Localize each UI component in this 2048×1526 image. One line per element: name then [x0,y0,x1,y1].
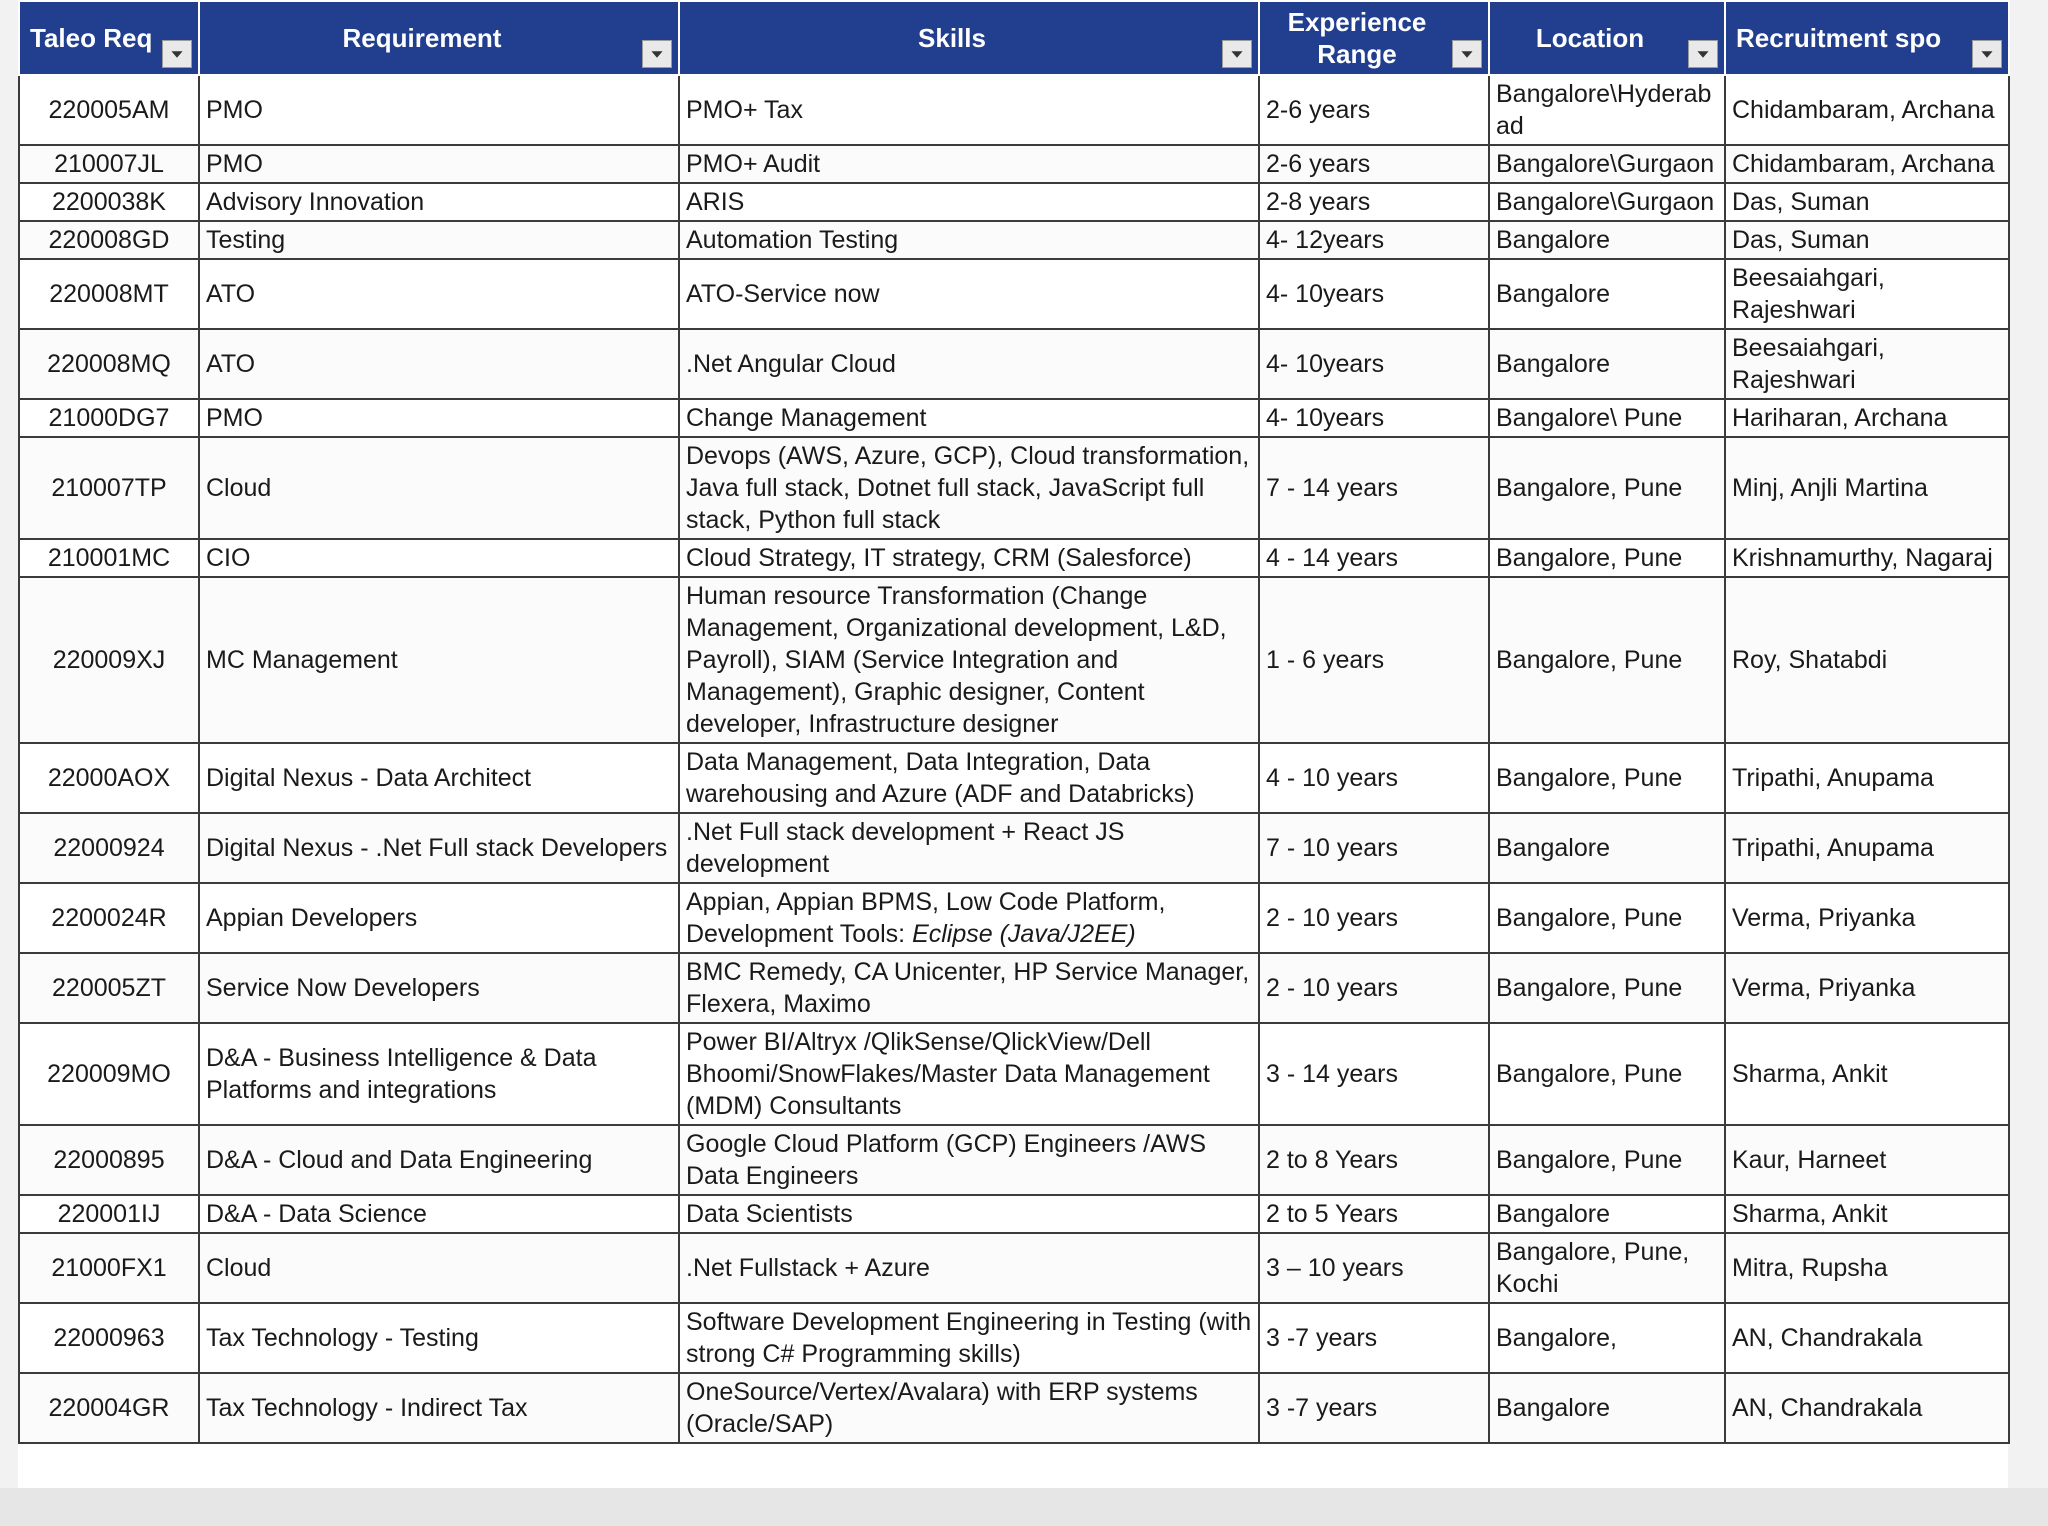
cell-skills[interactable]: Power BI/Altryx /QlikSense/QlickView/Dell Bhoomi/SnowFlakes/Master Data Management (MDM) Consultants [679,1023,1259,1125]
cell-taleo-req[interactable]: 220008MQ [19,329,199,399]
cell-recruitment-spoc[interactable]: Tripathi, Anupama [1725,813,2009,883]
table-row [19,743,2009,813]
cell-requirement[interactable]: Service Now Developers [199,953,679,1023]
table-row [19,399,2009,437]
cell-location[interactable]: Bangalore [1489,813,1725,883]
cell-requirement[interactable]: D&A - Cloud and Data Engineering [199,1125,679,1195]
cell-skills[interactable]: Google Cloud Platform (GCP) Engineers /AWS Data Engineers [679,1125,1259,1195]
cell-requirement[interactable]: MC Management [199,577,679,743]
cell-location[interactable]: Bangalore, Pune [1489,539,1725,577]
cell-experience[interactable]: 3 - 14 years [1259,1023,1489,1125]
cell-recruitment-spoc[interactable]: Mitra, Rupsha [1725,1233,2009,1303]
header-row [19,1,2009,75]
cell-experience[interactable]: 7 - 14 years [1259,437,1489,539]
table-row [19,221,2009,259]
cell-recruitment-spoc[interactable]: Sharma, Ankit [1725,1023,2009,1125]
cell-skills[interactable]: BMC Remedy, CA Unicenter, HP Service Manager, Flexera, Maximo [679,953,1259,1023]
cell-skills[interactable]: Cloud Strategy, IT strategy, CRM (Salesforce) [679,539,1259,577]
cell-recruitment-spoc[interactable]: Chidambaram, Archana [1725,75,2009,145]
filter-dropdown-icon[interactable] [1222,40,1252,68]
column-header-label: Experience Range [1287,7,1427,69]
column-header-experience-range[interactable] [1259,1,1489,75]
cell-taleo-req[interactable]: 22000895 [19,1125,199,1195]
table-row [19,1195,2009,1233]
table-row [19,329,2009,399]
cell-experience[interactable]: 3 – 10 years [1259,1233,1489,1303]
cell-location[interactable]: Bangalore, [1489,1303,1725,1373]
cell-skills[interactable]: .Net Fullstack + Azure [679,1233,1259,1303]
cell-location[interactable]: Bangalore, Pune [1489,743,1725,813]
table-row [19,813,2009,883]
cell-requirement[interactable]: PMO [199,75,679,145]
cell-experience[interactable]: 4- 10years [1259,329,1489,399]
table-row [19,883,2009,953]
column-header-requirement[interactable] [199,1,679,75]
cell-requirement[interactable]: Digital Nexus - .Net Full stack Developers [199,813,679,883]
cell-recruitment-spoc[interactable]: Das, Suman [1725,183,2009,221]
cell-skills[interactable]: .Net Full stack development + React JS development [679,813,1259,883]
cell-taleo-req[interactable]: 220009MO [19,1023,199,1125]
cell-experience[interactable]: 2 to 8 Years [1259,1125,1489,1195]
cell-requirement[interactable]: PMO [199,145,679,183]
requirements-table [18,0,2010,1444]
filter-dropdown-icon[interactable] [1972,40,2002,68]
cell-location[interactable]: Bangalore [1489,259,1725,329]
cell-recruitment-spoc[interactable]: AN, Chandrakala [1725,1373,2009,1443]
cell-recruitment-spoc[interactable]: Krishnamurthy, Nagaraj [1725,539,2009,577]
cell-location[interactable]: Bangalore, Pune [1489,437,1725,539]
cell-experience[interactable]: 4- 10years [1259,399,1489,437]
cell-recruitment-spoc[interactable]: Das, Suman [1725,221,2009,259]
column-header-label: Requirement [342,23,502,53]
table-row [19,1373,2009,1443]
cell-recruitment-spoc[interactable]: Hariharan, Archana [1725,399,2009,437]
table-row [19,75,2009,145]
column-header-label: Taleo Req [30,23,153,53]
cell-skills[interactable]: ATO-Service now [679,259,1259,329]
column-header-recruitment-spoc[interactable] [1725,1,2009,75]
cell-requirement[interactable]: Cloud [199,437,679,539]
cell-experience[interactable]: 4- 10years [1259,259,1489,329]
column-header-label: Location [1535,23,1645,53]
cell-experience[interactable]: 2 - 10 years [1259,883,1489,953]
cell-location[interactable]: Bangalore [1489,1195,1725,1233]
cell-taleo-req[interactable]: 220008MT [19,259,199,329]
cell-taleo-req[interactable]: 210007JL [19,145,199,183]
column-header-label: Recruitment spo [1736,23,1942,53]
cell-taleo-req[interactable]: 210001MC [19,539,199,577]
cell-experience[interactable]: 2 to 5 Years [1259,1195,1489,1233]
cell-recruitment-spoc[interactable]: Kaur, Harneet [1725,1125,2009,1195]
cell-recruitment-spoc[interactable]: Chidambaram, Archana [1725,145,2009,183]
table-body [19,75,2009,1443]
cell-taleo-req[interactable]: 2200024R [19,883,199,953]
cell-skills[interactable] [679,883,1259,953]
cell-skills[interactable]: Change Management [679,399,1259,437]
filter-dropdown-icon[interactable] [162,40,192,68]
cell-skills[interactable]: Data Management, Data Integration, Data warehousing and Azure (ADF and Databricks) [679,743,1259,813]
cell-location[interactable]: Bangalore, Pune [1489,1023,1725,1125]
cell-skills[interactable]: PMO+ Audit [679,145,1259,183]
cell-requirement[interactable]: D&A - Data Science [199,1195,679,1233]
cell-taleo-req[interactable]: 22000924 [19,813,199,883]
cell-skills[interactable]: Human resource Transformation (Change Management, Organizational development, L&D, Payroll), SIAM (Service Integration and Management), Graphic designer, Content developer, Infrastructure designer [679,577,1259,743]
cell-recruitment-spoc[interactable]: Roy, Shatabdi [1725,577,2009,743]
cell-recruitment-spoc[interactable]: Tripathi, Anupama [1725,743,2009,813]
table-row [19,539,2009,577]
cell-requirement[interactable]: Tax Technology - Indirect Tax [199,1373,679,1443]
cell-requirement[interactable]: Digital Nexus - Data Architect [199,743,679,813]
filter-dropdown-icon[interactable] [1688,40,1718,68]
table-row [19,145,2009,183]
cell-requirement[interactable]: Appian Developers [199,883,679,953]
cell-requirement[interactable]: D&A - Business Intelligence & Data Platforms and integrations [199,1023,679,1125]
filter-dropdown-icon[interactable] [642,40,672,68]
cell-experience[interactable]: 2-6 years [1259,145,1489,183]
cell-taleo-req[interactable]: 22000963 [19,1303,199,1373]
cell-requirement[interactable]: ATO [199,259,679,329]
table-row [19,183,2009,221]
cell-taleo-req[interactable]: 220005ZT [19,953,199,1023]
cell-recruitment-spoc[interactable]: AN, Chandrakala [1725,1303,2009,1373]
table-row [19,953,2009,1023]
table-row [19,577,2009,743]
table-row [19,1023,2009,1125]
table-row [19,1303,2009,1373]
cell-requirement[interactable]: Testing [199,221,679,259]
cell-taleo-req[interactable]: 21000FX1 [19,1233,199,1303]
cell-location[interactable]: Bangalore, Pune, Kochi [1489,1233,1725,1303]
cell-taleo-req[interactable]: 220008GD [19,221,199,259]
cell-taleo-req[interactable]: 220009XJ [19,577,199,743]
cell-location[interactable]: Bangalore\Gurgaon [1489,183,1725,221]
cell-experience[interactable]: 2-6 years [1259,75,1489,145]
skills-text-italic: Eclipse (Java/J2EE) [912,920,1136,948]
cell-requirement[interactable]: ATO [199,329,679,399]
skills-text: Appian, Appian BPMS, Low Code Platform, Development Tools: [686,888,1166,948]
cell-experience[interactable]: 1 - 6 years [1259,577,1489,743]
cell-taleo-req[interactable]: 220005AM [19,75,199,145]
cell-experience[interactable]: 2 - 10 years [1259,953,1489,1023]
table-row [19,259,2009,329]
background-band [0,1488,2048,1526]
cell-requirement[interactable]: Advisory Innovation [199,183,679,221]
cell-skills[interactable]: .Net Angular Cloud [679,329,1259,399]
cell-skills[interactable]: Automation Testing [679,221,1259,259]
cell-location[interactable]: Bangalore, Pune [1489,1125,1725,1195]
table-row [19,1233,2009,1303]
cell-skills[interactable]: Data Scientists [679,1195,1259,1233]
cell-taleo-req[interactable]: 220004GR [19,1373,199,1443]
cell-location[interactable]: Bangalore [1489,1373,1725,1443]
cell-experience[interactable]: 3 -7 years [1259,1373,1489,1443]
cell-experience[interactable]: 3 -7 years [1259,1303,1489,1373]
cell-taleo-req[interactable]: 21000DG7 [19,399,199,437]
cell-location[interactable]: Bangalore\ Pune [1489,399,1725,437]
cell-recruitment-spoc[interactable]: Minj, Anjli Martina [1725,437,2009,539]
cell-taleo-req[interactable]: 220001IJ [19,1195,199,1233]
cell-recruitment-spoc[interactable]: Sharma, Ankit [1725,1195,2009,1233]
table-row [19,1125,2009,1195]
cell-experience[interactable]: 2-8 years [1259,183,1489,221]
column-header-taleo-req[interactable] [19,1,199,75]
cell-location[interactable]: Bangalore [1489,221,1725,259]
cell-location[interactable]: Bangalore\Hyderabad [1489,75,1725,145]
spreadsheet [18,0,2008,1488]
cell-requirement[interactable]: PMO [199,399,679,437]
cell-requirement[interactable]: Tax Technology - Testing [199,1303,679,1373]
cell-taleo-req[interactable]: 22000AOX [19,743,199,813]
cell-location[interactable]: Bangalore, Pune [1489,577,1725,743]
cell-requirement[interactable]: Cloud [199,1233,679,1303]
cell-skills[interactable]: PMO+ Tax [679,75,1259,145]
cell-experience[interactable]: 7 - 10 years [1259,813,1489,883]
column-header-skills[interactable] [679,1,1259,75]
cell-skills[interactable]: Devops (AWS, Azure, GCP), Cloud transformation, Java full stack, Dotnet full stack, JavaScript full stack, Python full stack [679,437,1259,539]
cell-recruitment-spoc[interactable]: Verma, Priyanka [1725,883,2009,953]
filter-dropdown-icon[interactable] [1452,40,1482,68]
cell-experience[interactable]: 4 - 10 years [1259,743,1489,813]
cell-experience[interactable]: 4- 12years [1259,221,1489,259]
cell-recruitment-spoc[interactable]: Beesaiahgari, Rajeshwari [1725,329,2009,399]
cell-experience[interactable]: 4 - 14 years [1259,539,1489,577]
cell-location[interactable]: Bangalore\Gurgaon [1489,145,1725,183]
table-row [19,437,2009,539]
column-header-location[interactable] [1489,1,1725,75]
cell-location[interactable]: Bangalore, Pune [1489,953,1725,1023]
cell-taleo-req[interactable]: 210007TP [19,437,199,539]
cell-skills[interactable]: OneSource/Vertex/Avalara) with ERP systems (Oracle/SAP) [679,1373,1259,1443]
cell-recruitment-spoc[interactable]: Verma, Priyanka [1725,953,2009,1023]
cell-location[interactable]: Bangalore [1489,329,1725,399]
cell-location[interactable]: Bangalore, Pune [1489,883,1725,953]
cell-taleo-req[interactable]: 2200038K [19,183,199,221]
column-header-label: Skills [918,23,986,53]
cell-skills[interactable]: Software Development Engineering in Testing (with strong C# Programming skills) [679,1303,1259,1373]
cell-skills[interactable]: ARIS [679,183,1259,221]
cell-requirement[interactable]: CIO [199,539,679,577]
cell-recruitment-spoc[interactable]: Beesaiahgari, Rajeshwari [1725,259,2009,329]
